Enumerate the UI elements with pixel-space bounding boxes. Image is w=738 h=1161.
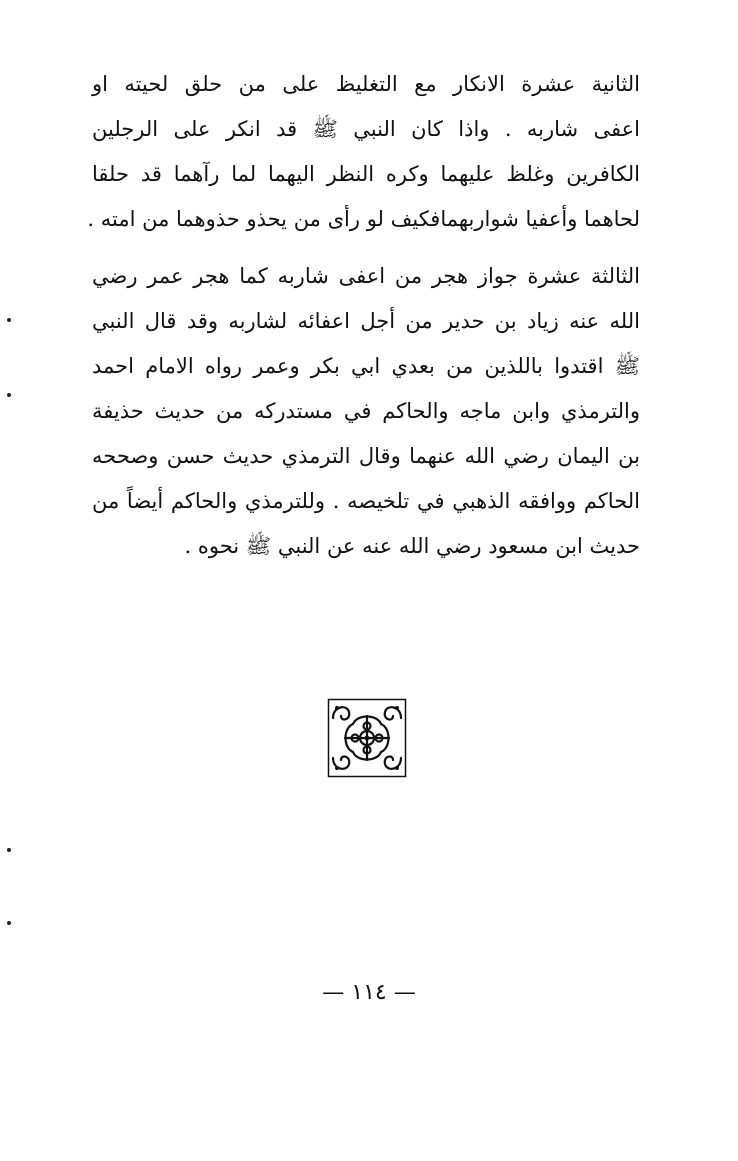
margin-dot [7, 393, 11, 397]
text-line: الحاكم ووافقه الذهبي في تلخيصه . وللترمذي والحاكم أيضاً من [92, 489, 640, 513]
text-line: الله عنه زياد بن حدير من أجل اعفائه لشاربه وقد قال النبي [92, 309, 640, 333]
text-line: حديث ابن مسعود رضي الله عنه عن النبي ﷺ نحوه . [184, 534, 640, 558]
paragraph-thirteenth [92, 254, 640, 569]
text-line: ﷺ اقتدوا باللذين من بعدي ابي بكر وعمر رواه الامام احمد [92, 354, 640, 378]
text-line: بن اليمان رضي الله عنهما وقال الترمذي حديث حسن وصححه [92, 444, 640, 468]
section-end-ornament-icon [327, 698, 407, 778]
text-line: الثالثة عشرة جواز هجر من اعفى شاربه كما هجر عمر رضي [92, 264, 640, 288]
text-line: لحاهما وأعفيا شواربهمافكيف لو رأى من يحذو حذوهما من امته . [87, 207, 640, 231]
text-line: الثانية عشرة الانكار مع التغليظ على من حلق لحيته او [92, 72, 640, 96]
text-line: اعفى شاربه . واذا كان النبي ﷺ قد انكر على الرجلين [92, 117, 640, 141]
text-line: الكافرين وغلظ عليهما وكره النظر اليهما لما رآهما قد حلقا [92, 162, 640, 186]
text-line: والترمذي وابن ماجه والحاكم في مستدركه من حديث حذيفة [92, 399, 640, 423]
margin-dot [7, 921, 11, 925]
body-text [87, 62, 640, 569]
margin-dot [7, 848, 11, 852]
page-number: — ١١٤ — [322, 980, 416, 1005]
margin-dot [7, 318, 11, 322]
paragraph-twelfth [87, 62, 640, 242]
